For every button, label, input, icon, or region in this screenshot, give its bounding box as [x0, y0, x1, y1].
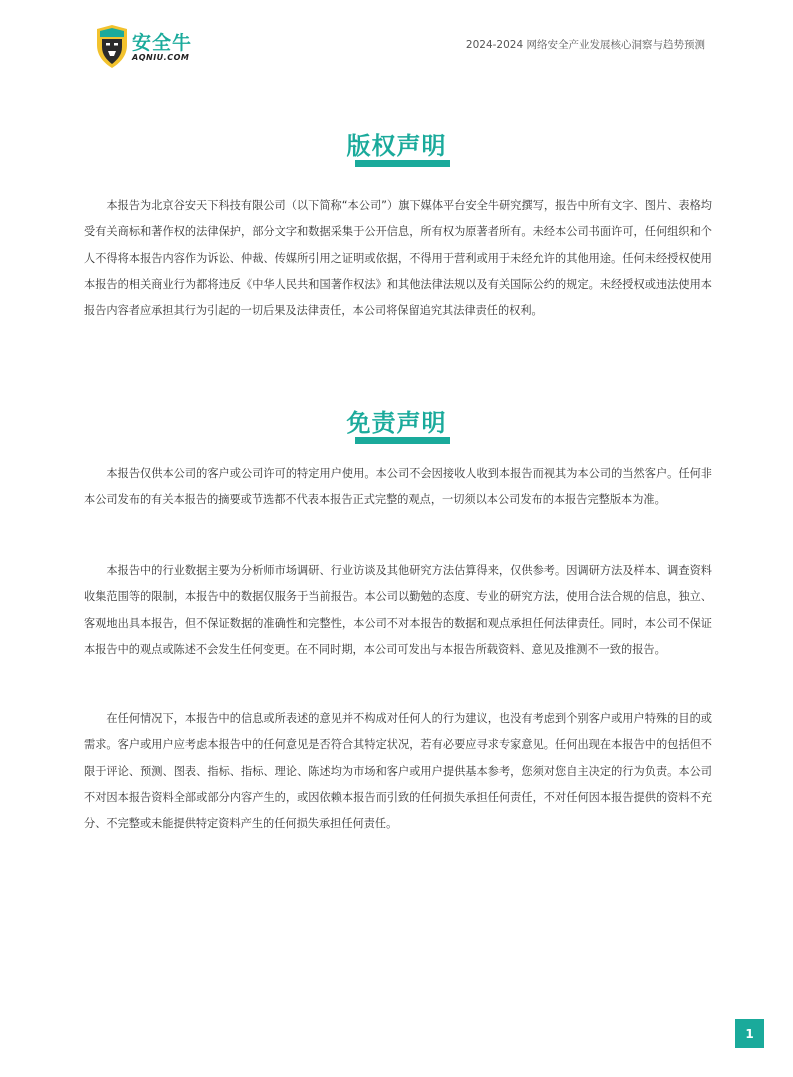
- disclaimer-paragraph-2: 本报告中的行业数据主要为分析师市场调研、行业访谈及其他研究方法估算得来，仅供参考。因调研方法及样本、调查资料收集范围等的限制，本报告中的数据仅服务于当前报告。本公司以勤勉的态度、专业的研究方法，使用合法合规的信息，独立、客观地出具本报告，但不保证数据的准确性和完整性，本公司不对本报告的数据和观点承担任何法律责任。同时，本公司不保证本报告中的观点或陈述不会发生任何变更。在不同时期，本公司可发出与本报告所载资料、意见及推测不一致的报告。: [84, 564, 712, 656]
- page-number: 1: [735, 1019, 764, 1048]
- copyright-title-underline: [355, 160, 450, 167]
- logo-domain: AQNIU.COM: [132, 53, 190, 62]
- disclaimer-paragraph-3: 在任何情况下，本报告中的信息或所表述的意见并不构成对任何人的行为建议，也没有考虑到个别客户或用户特殊的目的或需求。客户或用户应考虑本报告中的任何意见是否符合其特定状况，若有必要应寻求专家意见。任何出现在本报告中的包括但不限于评论、预测、图表、指标、指标、理论、陈述均为市场和客户或用户提供基本参考，您须对您自主决定的行为负责。本公司不对因本报告资料全部或部分内容产生的，或因依赖本报告而引致的任何损失承担任何责任，不对任何因本报告提供的资料不充分、不完整或未能提供特定资料产生的任何损失承担任何责任。: [84, 712, 712, 831]
- logo-name: 安全牛: [132, 32, 193, 54]
- shield-bull-icon: [95, 25, 129, 69]
- disclaimer-paragraph-1: 本报告仅供本公司的客户或公司许可的特定用户使用。本公司不会因接收人收到本报告而视其为本公司的当然客户。任何非本公司发布的有关本报告的摘要或节选都不代表本报告正式完整的观点，一切须以本公司发布的本报告完整版本为准。: [84, 467, 712, 507]
- disclaimer-title-underline: [355, 437, 450, 444]
- report-title: 2024-2024 网络安全产业发展核心洞察与趋势预测: [465, 39, 705, 51]
- copyright-title: 版权声明: [346, 132, 447, 160]
- logo: [95, 25, 205, 71]
- disclaimer-title: 免责声明: [346, 409, 447, 437]
- copyright-paragraph: 本报告为北京谷安天下科技有限公司（以下简称“本公司”）旗下媒体平台安全牛研究撰写，报告中所有文字、图片、表格均受有关商标和著作权的法律保护，部分文字和数据采集于公开信息，所有权为原著者所有。未经本公司书面许可，任何组织和个人不得将本报告内容作为诉讼、仲裁、传媒所引用之证明或依据，不得用于营利或用于未经允许的其他用途。任何未经授权使用本报告的相关商业行为都将违反《中华人民共和国著作权法》和其他法律法规以及有关国际公约的规定。未经授权或违法使用本报告内容者应承担其行为引起的一切后果及法律责任，本公司将保留追究其法律责任的权利。: [84, 199, 712, 318]
